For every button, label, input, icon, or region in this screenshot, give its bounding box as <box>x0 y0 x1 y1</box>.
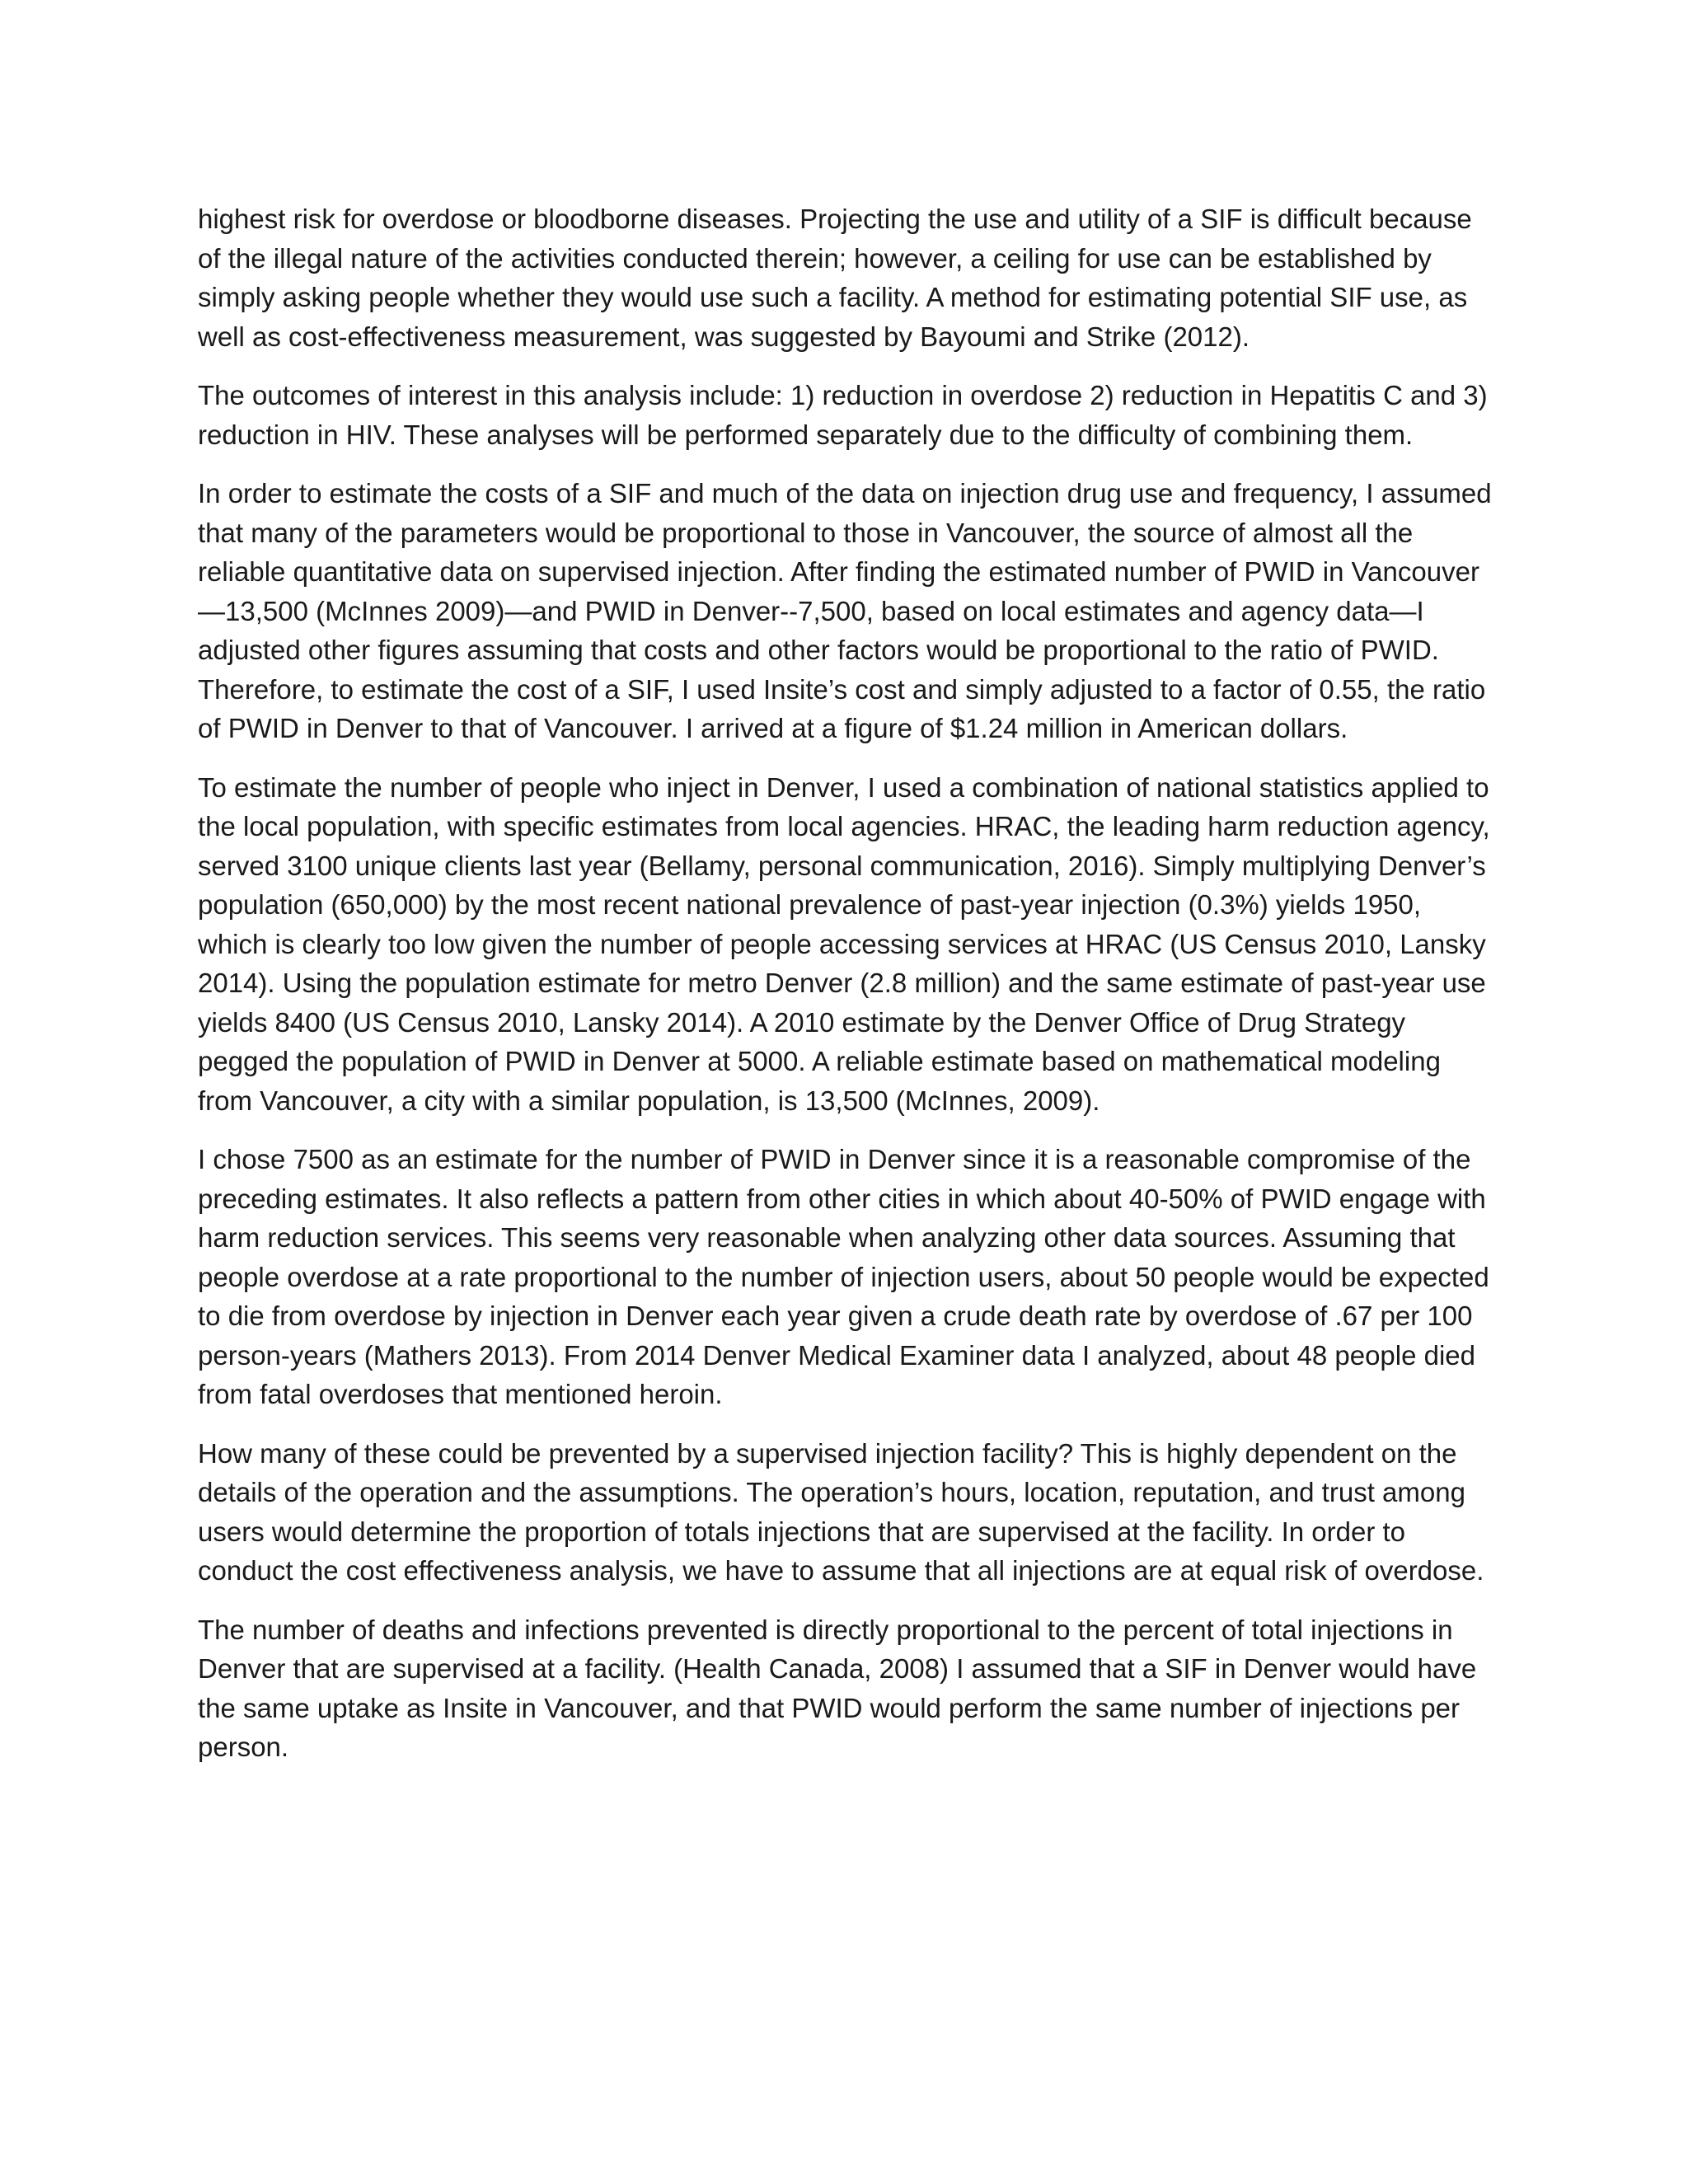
paragraph-prevention-question: How many of these could be prevented by a supervised injection facility? This is highly dependent on the details of the operation and the assumptions. The operation’s hours, location, reputation, and trust among users would determine the proportion of totals injections that are supervised at the facility. In order to conduct the cost effectiveness analysis, we have to assume that all injections are at equal risk of overdose. <box>198 1437 1484 1586</box>
paragraph-deaths-infections-prevented: The number of deaths and infections prevented is directly proportional to the percent of total injections in Denver that are supervised at a facility. (Health Canada, 2008) I assumed that a SIF in Denver would have the same uptake as Insite in Vancouver, and that PWID would perform the same number of injections per person. <box>198 1614 1477 1762</box>
paragraph-outcomes-of-interest: The outcomes of interest in this analysis include: 1) reduction in overdose 2) reduction in Hepatitis C and 3) reduction in HIV. These analyses will be performed separately due to the difficulty of combining them. <box>198 380 1488 450</box>
paragraph-cost-estimation: In order to estimate the costs of a SIF and much of the data on injection drug use and frequency, I assumed that many of the parameters would be proportional to those in Vancouver, the source of almost all the reliable quantitative data on supervised injection. After finding the estimated number of PWID in Vancouver—13,500 (McInnes 2009)—and PWID in Denver--7,500, based on local estimates and agency data—I adjusted other figures assuming that costs and other factors would be proportional to the ratio of PWID. Therefore, to estimate the cost of a SIF, I used Insite’s cost and simply adjusted to a factor of 0.55, the ratio of PWID in Denver to that of Vancouver. I arrived at a figure of $1.24 million in American dollars. <box>198 478 1492 743</box>
paragraph-pwid-estimate-choice: I chose 7500 as an estimate for the number of PWID in Denver since it is a reasonable compromise of the preceding estimates. It also reflects a pattern from other cities in which about 40-50% of PWID engage with harm reduction services. This seems very reasonable when analyzing other data sources. Assuming that people overdose at a rate proportional to the number of injection users, about 50 people would be expected to die from overdose by injection in Denver each year given a crude death rate by overdose of .67 per 100 person-years (Mathers 2013). From 2014 Denver Medical Examiner data I analyzed, about 48 people died from fatal overdoses that mentioned heroin. <box>198 1144 1489 1409</box>
paragraph-pwid-population-estimation: To estimate the number of people who inject in Denver, I used a combination of national statistics applied to the local population, with specific estimates from local agencies. HRAC, the leading harm reduction agency, served 3100 unique clients last year (Bellamy, personal communication, 2016). Simply multiplying Denver’s population (650,000) by the most recent national prevalence of past-year injection (0.3%) yields 1950, which is clearly too low given the number of people accessing services at HRAC (US Census 2010, Lansky 2014). Using the population estimate for metro Denver (2.8 million) and the same estimate of past-year use yields 8400 (US Census 2010, Lansky 2014). A 2010 estimate by the Denver Office of Drug Strategy pegged the population of PWID in Denver at 5000. A reliable estimate based on mathematical modeling from Vancouver, a city with a similar population, is 13,500 (McInnes, 2009). <box>198 771 1490 1116</box>
body-text <box>198 199 1493 1787</box>
paragraph-sif-use-estimation: highest risk for overdose or bloodborne diseases. Projecting the use and utility of a SIF is difficult because of the illegal nature of the activities conducted therein; however, a ceiling for use can be established by simply asking people whether they would use such a facility. A method for estimating potential SIF use, as well as cost-effectiveness measurement, was suggested by Bayoumi and Strike (2012). <box>198 204 1472 352</box>
